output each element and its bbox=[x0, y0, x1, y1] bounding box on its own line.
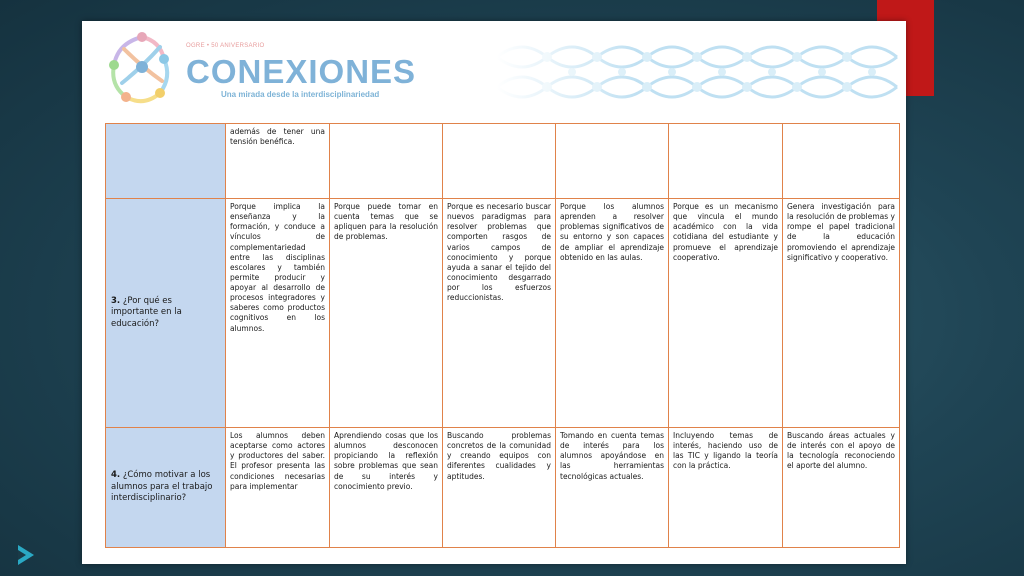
table-row bbox=[106, 428, 900, 548]
answer-cell: Genera investigación para la resolución de problemas y rompe el papel tradicional de la educación promoviendo el aprendizaje significativo y cooperativo. bbox=[783, 199, 900, 428]
answer-cell: Porque puede tomar en cuenta temas que se apliquen para la resolución de problemas. bbox=[330, 199, 443, 428]
answer-cell: Porque los alumnos aprenden a resolver problemas significativos de su entorno y son capaces de ampliar el aprendizaje obtenido en las aulas. bbox=[556, 199, 669, 428]
question-cell bbox=[106, 199, 226, 428]
decorative-wave-pattern bbox=[497, 37, 899, 107]
question-cell bbox=[106, 428, 226, 548]
interdisciplinary-table bbox=[105, 123, 900, 548]
answer-cell: además de tener una tensión benéfica. bbox=[226, 124, 330, 199]
answer-cell: Los alumnos deben aceptarse como actores y productores del saber. El profesor presenta las condiciones necesarias para implementar bbox=[226, 428, 330, 548]
answer-cell: Porque es un mecanismo que vincula el mundo académico con la vida cotidiana del estudiante y promueve el aprendizaje cooperativo. bbox=[669, 199, 783, 428]
answer-cell: Buscando áreas actuales y de interés con el apoyo de la tecnología reconociendo el aporte del alumno. bbox=[783, 428, 900, 548]
answer-cell bbox=[669, 124, 783, 199]
question-text: ¿Por qué es importante en la educación? bbox=[111, 295, 182, 329]
table-row bbox=[106, 124, 900, 199]
answer-cell: Aprendiendo cosas que los alumnos desconocen propiciando la reflexión sobre problemas que sean de su interés y conocimiento previo. bbox=[330, 428, 443, 548]
answer-cell bbox=[443, 124, 556, 199]
answer-cell bbox=[330, 124, 443, 199]
question-text: ¿Cómo motivar a los alumnos para el trabajo interdisciplinario? bbox=[111, 470, 213, 504]
slide-page bbox=[82, 21, 906, 564]
question-number: 4. bbox=[111, 470, 121, 481]
logo-title: CONEXIONES bbox=[186, 53, 417, 90]
answer-cell: Porque implica la enseñanza y la formación, y conduce a vínculos de complementariedad entre las disciplinas escolares y también permite producir y apoyar al desarrollo de procesos integradores y saberes como productos cognitivos en los alumnos. bbox=[226, 199, 330, 428]
slide-arrow-icon bbox=[18, 545, 34, 565]
table-row bbox=[106, 199, 900, 428]
logo-subtitle: Una mirada desde la interdisciplinariedad bbox=[221, 90, 380, 99]
answer-cell: Tomando en cuenta temas de interés para los alumnos apoyándose en las herramientas tecnológicas actuales. bbox=[556, 428, 669, 548]
answer-cell: Incluyendo temas de interés, haciendo uso de las TIC y ligando la teoría con la práctica. bbox=[669, 428, 783, 548]
answer-cell: Porque es necesario buscar nuevos paradigmas para resolver problemas que comporten rasgos de varios campos de conocimiento y porque ayuda a sanar el tejido del conocimiento desgarrado por los esfuerzos reduccionistas. bbox=[443, 199, 556, 428]
answer-cell: Buscando problemas concretos de la comunidad y creando equipos con diferentes cualidades y aptitudes. bbox=[443, 428, 556, 548]
conexiones-logo-icon bbox=[102, 27, 182, 111]
answer-cell bbox=[783, 124, 900, 199]
question-number: 3. bbox=[111, 295, 121, 306]
logo-anniversary-text: OGRE • 50 ANIVERSARIO bbox=[186, 43, 265, 49]
question-cell bbox=[106, 124, 226, 199]
answer-cell bbox=[556, 124, 669, 199]
